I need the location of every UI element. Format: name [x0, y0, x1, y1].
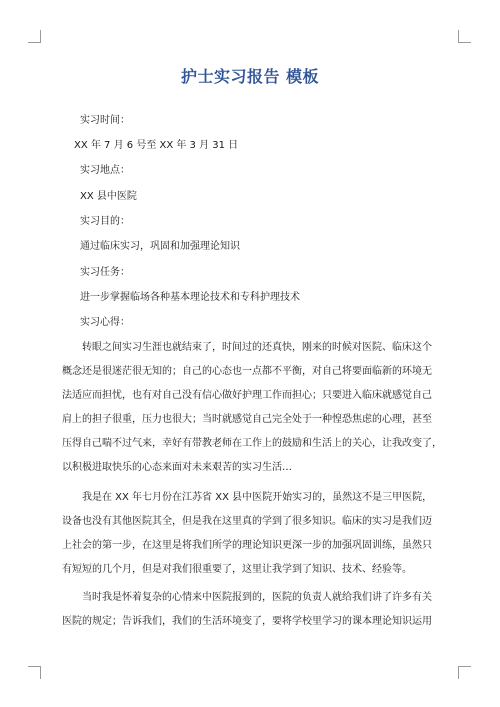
field-label-time: 实习时间： — [80, 115, 130, 126]
paragraph-line: 肩上的担子很重，压力也很大；当时就感觉自己完全处于一种惶恐焦虑的心理，甚至 — [62, 414, 432, 425]
page-corner-mark-top-right — [458, 30, 471, 43]
experience-label: 实习心得： — [80, 317, 130, 328]
field-value-place: XX 县中医院 — [80, 191, 137, 202]
page-corner-mark-bottom-right — [458, 666, 471, 679]
field-label-task: 实习任务： — [80, 267, 130, 278]
field-value-time: XX 年 7 月 6 号至 XX 年 3 月 31 日 — [74, 140, 239, 151]
paragraph-line: 医院的规定；告诉我们，我们的生活环境变了，要将学校里学习的课本理论知识运用 — [62, 616, 432, 627]
paragraph-line: 设备也没有其他医院其全，但是我在这里真的学到了很多知识。临床的实习是我们迈 — [62, 516, 432, 527]
paragraph-line: 以积极进取快乐的心态来面对未来艰苦的实习生活… — [62, 462, 292, 473]
paragraph-line: 压得自己喘不过气来，幸好有带教老师在工作上的鼓励和生活上的关心，让我改变了， — [62, 438, 442, 449]
paragraph-1 — [62, 336, 442, 480]
paragraph-line: 上社会的第一步，在这里是将我们所学的理论知识更深一步的加强巩固训练，虽然只 — [62, 540, 432, 551]
paragraph-line: 概念还是很迷茫很无知的；自己的心态也一点都不平衡，对自己将要面临新的环境无 — [62, 366, 432, 377]
field-label-place: 实习地点： — [80, 165, 130, 176]
paragraph-line: 我是在 XX 年七月份在江苏省 XX 县中医院开始实习的，虽然这不是三甲医院， — [82, 492, 433, 503]
paragraph-line: 当时我是怀着复杂的心情来中医院报到的，医院的负责人就给我们讲了许多有关 — [82, 592, 432, 603]
page-corner-mark-bottom-left — [28, 666, 41, 679]
page-corner-mark-top-left — [28, 30, 41, 43]
paragraph-2 — [62, 486, 438, 582]
paragraph-3 — [62, 586, 438, 634]
paragraph-line: 有短短的几个月，但是对我们很重要了，这里让我学到了知识、技术、经验等。 — [62, 564, 412, 575]
document-title: 护士实习报告 模板 — [180, 67, 320, 86]
field-value-purpose: 通过临床实习，巩固和加强理论知识 — [80, 241, 240, 252]
paragraph-line: 法适应而担忧，也有对自己没有信心做好护理工作而担心；只要进入临床就感觉自己 — [62, 390, 432, 401]
field-label-purpose: 实习目的： — [80, 216, 130, 227]
paragraph-line: 转眼之间实习生涯也就结束了，时间过的还真快，刚来的时候对医院、临床这个 — [82, 342, 432, 353]
field-value-task: 进一步掌握临场各种基本理论技术和专科护理技术 — [80, 292, 300, 303]
